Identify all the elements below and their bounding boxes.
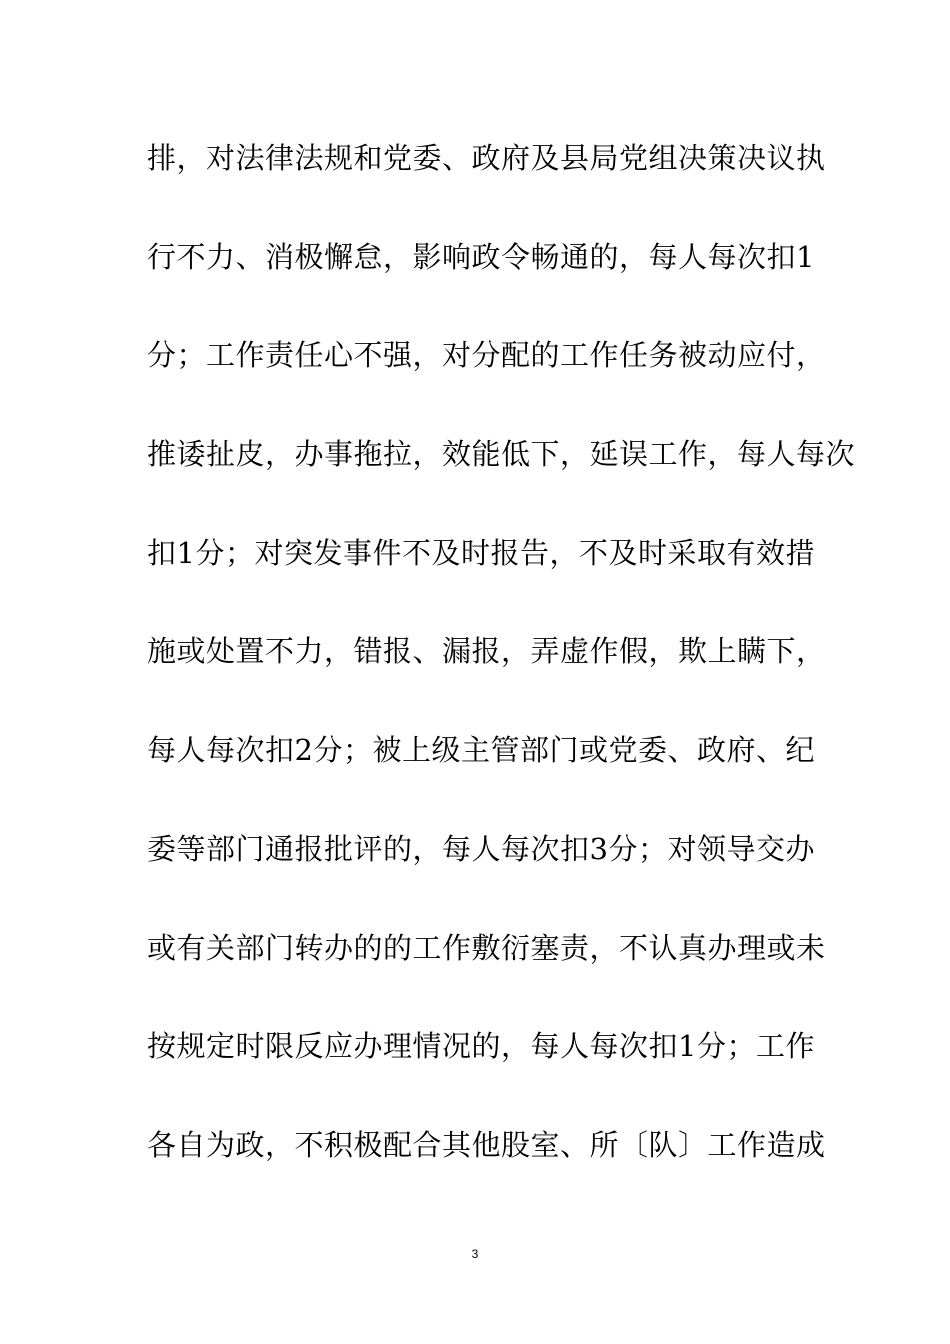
text-line-10: 按规定时限反应办理情况的，每人每次扣1分；工作	[147, 1029, 815, 1064]
text-line-6: 施或处置不力，错报、漏报，弄虚作假，欺上瞒下，	[147, 634, 826, 669]
page-number: 3	[471, 1247, 479, 1261]
text-line-7: 每人每次扣2分；被上级主管部门或党委、政府、纪	[147, 733, 815, 768]
text-line-11: 各自为政，不积极配合其他股室、所〔队〕工作造成	[147, 1127, 826, 1162]
text-line-4: 推诿扯皮，办事拖拉，效能低下，延误工作，每人每次	[147, 437, 856, 472]
text-line-3: 分；工作责任心不强，对分配的工作任务被动应付，	[147, 338, 826, 373]
text-line-9: 或有关部门转办的的工作敷衍塞责，不认真办理或未	[147, 930, 826, 965]
body-text	[147, 128, 856, 1214]
text-line-2: 行不力、消极懈怠，影响政令畅通的，每人每次扣1	[147, 239, 815, 274]
text-line-5: 扣1分；对突发事件不及时报告，不及时采取有效措	[147, 535, 815, 570]
text-line-8: 委等部门通报批评的，每人每次扣3分；对领导交办	[147, 831, 815, 866]
text-line-1: 排，对法律法规和党委、政府及县局党组决策决议执	[147, 141, 826, 175]
